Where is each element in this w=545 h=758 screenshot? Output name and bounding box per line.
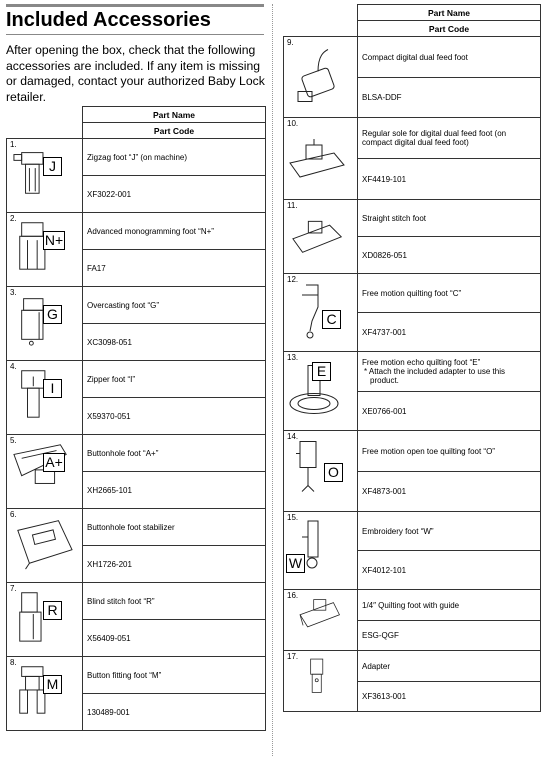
regular-sole-icon <box>284 120 357 188</box>
blind-stitch-foot-icon <box>7 585 82 645</box>
buttonhole-foot-icon <box>7 437 82 497</box>
accessory-row <box>284 431 541 472</box>
item-number: 3. <box>10 288 17 297</box>
part-note: * Attach the included adapter to use this product. <box>364 367 505 385</box>
column-divider <box>272 4 273 756</box>
item-number: 5. <box>10 436 17 445</box>
foot-letter-label: E <box>312 362 331 381</box>
part-name-cell <box>83 583 266 620</box>
part-code: XH1726-201 <box>83 546 266 583</box>
accessory-row <box>284 118 541 159</box>
accessory-row <box>7 657 266 694</box>
part-name: Free motion open toe quilting foot “O” <box>362 446 495 456</box>
part-name-cell <box>83 657 266 694</box>
accessory-image-cell <box>284 651 358 712</box>
accessory-image-cell <box>7 435 83 519</box>
item-number: 16. <box>287 591 299 600</box>
foot-letter-label: O <box>324 463 343 482</box>
foot-letter-label: N+ <box>44 232 64 248</box>
accessory-row <box>284 200 541 237</box>
part-name: Zipper foot “I” <box>87 374 136 384</box>
part-name-cell <box>358 590 541 621</box>
foot-letter-label: J <box>43 157 62 176</box>
part-code: XF3022-001 <box>83 176 266 213</box>
item-number: 13. <box>287 353 299 362</box>
part-name-cell <box>358 200 541 237</box>
part-name-header: Part Name <box>83 107 266 123</box>
part-name-header: Part Name <box>358 5 541 21</box>
dual-feed-foot-icon <box>284 39 357 106</box>
embroidery-foot-icon <box>284 514 357 578</box>
quilting-foot-c-icon <box>284 276 357 340</box>
header-blank <box>284 5 358 47</box>
accessory-image-cell <box>7 583 83 667</box>
part-name: Buttonhole foot “A+” <box>87 448 159 458</box>
foot-letter-label: W <box>286 554 305 573</box>
accessory-row <box>284 590 541 621</box>
accessory-row <box>284 512 541 551</box>
item-number: 8. <box>10 658 17 667</box>
accessories-table-right <box>283 4 541 712</box>
stabilizer-plate-icon <box>7 511 82 571</box>
part-name-cell <box>358 352 541 392</box>
item-number: 4. <box>10 362 17 371</box>
part-code: BLSA-DDF <box>358 78 541 118</box>
accessory-row <box>284 651 541 682</box>
title-top-rule <box>6 4 264 7</box>
accessory-image-cell <box>7 287 83 371</box>
item-number: 7. <box>10 584 17 593</box>
foot-letter-label: I <box>43 379 62 398</box>
zigzag-foot-icon <box>7 141 82 201</box>
accessory-row <box>7 213 266 250</box>
accessory-row <box>7 139 266 176</box>
item-number: 2. <box>10 214 17 223</box>
header-blank <box>7 107 83 149</box>
part-code: 130489-001 <box>83 694 266 731</box>
part-code: XF3613-001 <box>358 682 541 712</box>
part-name: Zigzag foot “J” (on machine) <box>87 152 188 162</box>
part-name-cell <box>83 287 266 324</box>
part-name: Blind stitch foot “R” <box>87 596 155 606</box>
part-name: Free motion quilting foot “C” <box>362 288 462 298</box>
part-code: XF4012-101 <box>358 551 541 590</box>
part-code: XC3098-051 <box>83 324 266 361</box>
foot-letter-label: C <box>322 310 341 329</box>
part-name: Embroidery foot “W” <box>362 526 434 536</box>
part-code: FA17 <box>83 250 266 287</box>
item-number: 17. <box>287 652 299 661</box>
part-name-cell <box>358 651 541 682</box>
button-fitting-foot-icon <box>7 659 82 719</box>
part-name-cell <box>358 118 541 159</box>
part-name-cell <box>83 361 266 398</box>
accessory-row <box>7 435 266 472</box>
item-number: 14. <box>287 432 299 441</box>
item-number: 1. <box>10 140 17 149</box>
part-code-header: Part Code <box>83 123 266 139</box>
accessory-row <box>7 583 266 620</box>
accessory-row <box>284 352 541 392</box>
part-name-cell <box>358 274 541 313</box>
overcasting-foot-icon <box>7 289 82 349</box>
accessory-row <box>7 287 266 324</box>
part-code: X56409-051 <box>83 620 266 657</box>
echo-quilting-foot-icon <box>284 354 357 419</box>
title-bottom-rule <box>6 34 264 35</box>
accessory-image-cell <box>7 657 83 731</box>
part-code: X59370-051 <box>83 398 266 435</box>
part-name: Overcasting foot “G” <box>87 300 160 310</box>
adapter-icon <box>284 653 357 700</box>
part-code: ESG-QGF <box>358 621 541 651</box>
part-code: XH2665-101 <box>83 472 266 509</box>
part-name: Buttonhole foot stabilizer <box>87 522 175 532</box>
part-code: XD0826-051 <box>358 237 541 274</box>
monogramming-foot-icon <box>7 215 82 275</box>
accessory-row <box>284 274 541 313</box>
item-number: 11. <box>287 201 298 210</box>
intro-paragraph: After opening the box, check that the following accessories are included. If any item is missing or damaged, contact your authorized Baby Lock retailer. <box>6 43 265 104</box>
foot-letter-label: G <box>43 305 62 324</box>
part-name: Advanced monogramming foot “N+” <box>87 226 214 236</box>
part-name: Button fitting foot “M” <box>87 670 162 680</box>
accessory-row <box>7 509 266 546</box>
part-code-header: Part Code <box>358 21 541 37</box>
part-name: Adapter <box>362 661 391 671</box>
part-name: Free motion echo quilting foot “E” <box>362 358 481 367</box>
part-name-cell <box>358 37 541 78</box>
part-name: Straight stitch foot <box>362 213 427 223</box>
part-name-cell <box>83 213 266 250</box>
quarter-inch-foot-icon <box>284 592 357 639</box>
straight-stitch-foot-icon <box>284 202 357 262</box>
item-number: 12. <box>287 275 299 284</box>
item-number: 9. <box>287 38 294 47</box>
accessory-image-cell <box>7 509 83 593</box>
part-code: XF4873-001 <box>358 472 541 512</box>
part-name-cell <box>83 435 266 472</box>
item-number: 6. <box>10 510 17 519</box>
part-code: XF4419-101 <box>358 159 541 200</box>
foot-letter-label: A+ <box>43 453 65 472</box>
open-toe-foot-icon <box>284 433 357 500</box>
accessory-image-cell <box>7 139 83 223</box>
accessory-image-cell <box>7 361 83 445</box>
part-name-cell <box>83 139 266 176</box>
part-name: 1/4″ Quilting foot with guide <box>362 600 460 610</box>
part-name: Regular sole for digital dual feed foot (on compact digital dual feed foot) <box>362 129 507 147</box>
part-code: XF4737-001 <box>358 313 541 352</box>
accessory-row <box>7 361 266 398</box>
item-number: 10. <box>287 119 299 128</box>
accessory-row <box>284 37 541 78</box>
part-name-cell <box>358 431 541 472</box>
item-number: 15. <box>287 513 299 522</box>
part-name: Compact digital dual feed foot <box>362 52 468 62</box>
accessories-table-left <box>6 106 266 731</box>
zipper-foot-icon <box>7 363 82 423</box>
part-name-cell <box>83 509 266 546</box>
accessory-image-cell <box>7 213 83 297</box>
page-title: Included Accessories <box>6 9 211 31</box>
part-name-cell <box>358 512 541 551</box>
foot-letter-label: M <box>43 675 62 694</box>
part-code: XE0766-001 <box>358 392 541 431</box>
foot-letter-label: R <box>43 601 62 620</box>
